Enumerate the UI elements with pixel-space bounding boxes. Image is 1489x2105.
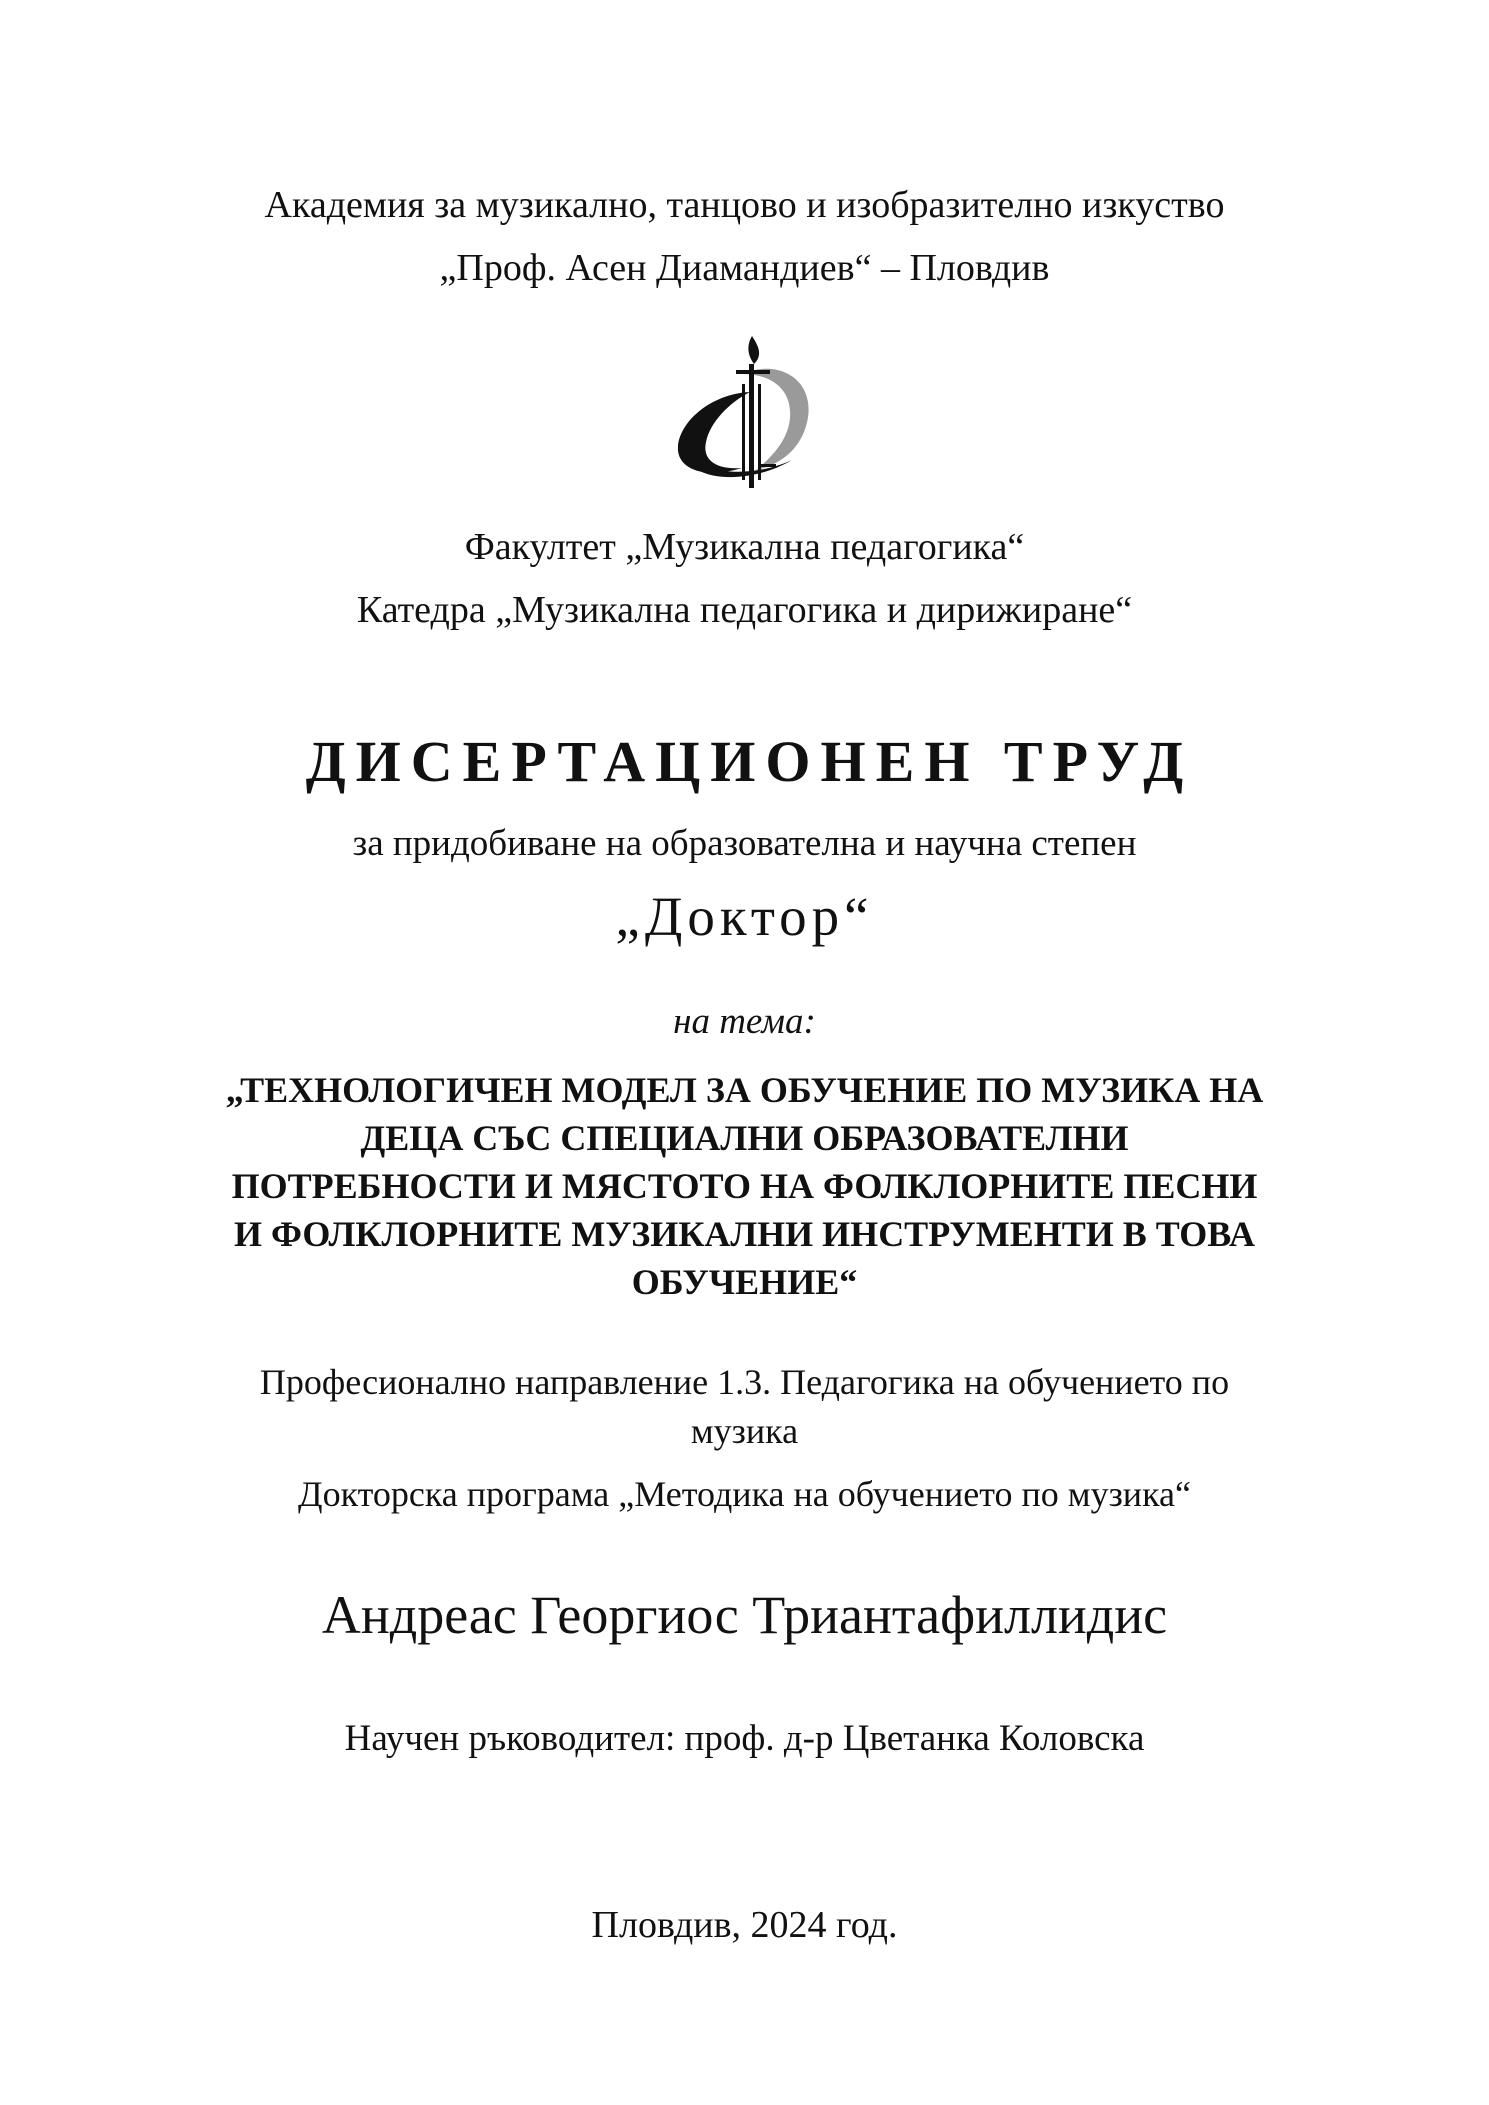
thesis-title (0, 1066, 1489, 1306)
theme-label: на тема: (673, 1001, 816, 1042)
professional-field: Професионално направление 1.3. Педагогика на обучението по (259, 1362, 1230, 1402)
degree-name: „Доктор“ (615, 886, 874, 947)
academy-logo-icon (672, 334, 820, 490)
place-and-year: Пловдив, 2024 год. (591, 1904, 898, 1946)
degree-purpose: за придобиване на образователна и научна степен (352, 823, 1137, 864)
institution-patron: „Проф. Асен Диамандиев“ – Пловдив (439, 247, 1050, 289)
document-type-heading: ДИСЕРТАЦИОНЕН ТРУД (305, 729, 1194, 794)
department-name: Катедра „Музикална педагогика и дирижиране“ (356, 589, 1133, 631)
thesis-title-line: ОБУЧЕНИЕ“ (631, 1262, 858, 1302)
thesis-title-line: И ФОЛКЛОРНИТЕ МУЗИКАЛНИ ИНСТРУМЕНТИ В ТОВА (233, 1214, 1256, 1254)
professional-field-continuation: музика (690, 1411, 799, 1451)
scientific-advisor: Научен ръководител: проф. д-р Цветанка Коловска (344, 1718, 1145, 1759)
author-name: Андреас Георгиос Триантафиллидис (321, 1585, 1168, 1645)
doctoral-program: Докторска програма „Методика на обучението по музика“ (298, 1474, 1191, 1514)
thesis-title-line: ДЕЦА СЪС СПЕЦИАЛНИ ОБРАЗОВАТЕЛНИ (360, 1118, 1129, 1158)
thesis-title-line: „ТЕХНОЛОГИЧЕН МОДЕЛ ЗА ОБУЧЕНИЕ ПО МУЗИКА НА (225, 1070, 1264, 1110)
faculty-name: Факултет „Музикална педагогика“ (464, 526, 1025, 568)
thesis-title-line: ПОТРЕБНОСТИ И МЯСТОТО НА ФОЛКЛОРНИТЕ ПЕСНИ (231, 1166, 1258, 1206)
institution-name: Академия за музикално, танцово и изобразително изкуство (264, 184, 1225, 226)
